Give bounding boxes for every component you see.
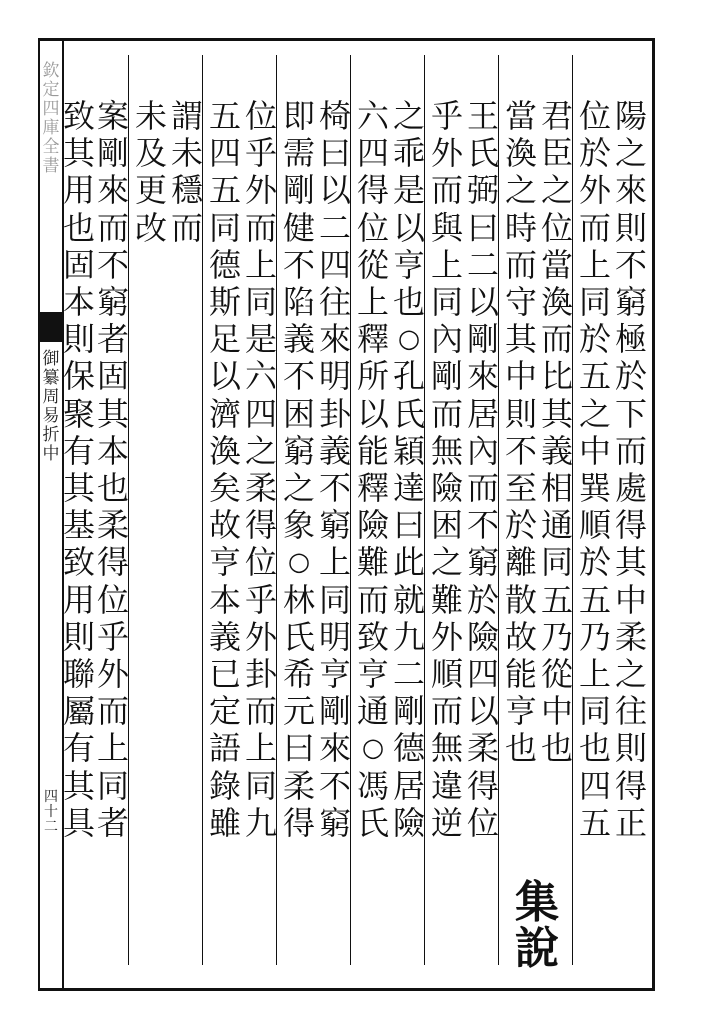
page-border-top <box>38 38 654 41</box>
margin-page-number: 四 十 二 <box>44 789 58 835</box>
page-border-bottom <box>38 988 654 991</box>
margin-top-label: 欽 定 四 庫 全 書 <box>42 61 60 176</box>
margin-book-title: 御 纂 周 易 折 中 <box>42 349 60 464</box>
text-column-13: 謂 未 穩 而 <box>170 97 203 247</box>
text-column-7: 之 乖 是 以 亨 也 ○ 孔 氏 穎 達 曰 此 就 九 二 剛 德 居 險 <box>392 97 425 842</box>
text-column-4: 當 渙 之 時 而 守 其 中 則 不 至 於 離 散 故 能 亨 也 <box>504 97 537 768</box>
margin-fishtail-marker <box>40 312 62 342</box>
text-column-1: 陽 之 來 則 不 窮 極 於 下 而 處 得 其 中 柔 之 往 則 得 正 <box>614 97 647 842</box>
section-heading: 集說 <box>515 877 559 974</box>
page-border-right <box>652 38 655 991</box>
text-column-8: 六 四 得 位 從 上 釋 所 以 能 釋 險 難 而 致 亨 通 ○ 馮 氏 <box>356 97 389 842</box>
text-column-12: 五 四 五 同 德 斯 足 以 濟 渙 矣 故 亨 本 義 已 定 語 錄 雖 <box>208 97 241 842</box>
text-column-10: 即 需 剛 健 不 陷 義 不 困 窮 之 象 ○ 林 氏 希 元 曰 柔 得 <box>282 97 315 842</box>
text-column-3: 君 臣 之 位 當 渙 而 比 其 義 相 通 同 五 乃 從 中 也 <box>540 97 573 768</box>
text-column-11: 位 乎 外 而 上 同 是 六 四 之 柔 得 位 乎 外 卦 而 上 同 九 <box>244 97 277 842</box>
text-column-14: 未 及 更 改 <box>134 97 167 247</box>
text-column-6: 乎 外 而 與 上 同 內 剛 而 無 險 困 之 難 外 順 而 無 違 逆 <box>430 97 463 842</box>
text-column-2: 位 於 外 而 上 同 於 五 之 中 巽 順 於 五 乃 上 同 也 四 五 <box>578 97 611 842</box>
text-column-16: 致 其 用 也 固 本 則 保 聚 有 其 基 致 用 則 聯 屬 有 其 具 <box>62 97 95 842</box>
text-column-15: 案 剛 來 而 不 窮 者 固 其 本 也 柔 得 位 乎 外 而 上 同 者 <box>96 97 129 842</box>
margin-border-left <box>38 38 40 991</box>
text-column-5: 王 氏 弼 曰 二 以 剛 來 居 內 而 不 窮 於 險 四 以 柔 得 位 <box>466 97 499 842</box>
text-column-9: 椅 曰 以 二 四 往 來 明 卦 義 不 窮 上 同 明 亨 剛 來 不 窮 <box>318 97 351 842</box>
